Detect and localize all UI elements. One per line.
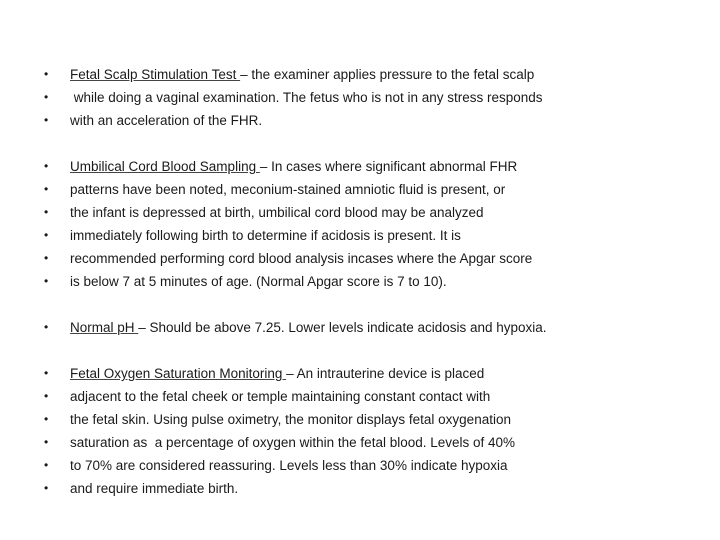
bullet-text bbox=[70, 454, 508, 477]
bullet-line bbox=[0, 155, 720, 178]
bullet-icon: • bbox=[44, 113, 49, 127]
bullet-icon: • bbox=[44, 182, 49, 196]
bullet-text bbox=[70, 385, 490, 408]
blank-line bbox=[0, 293, 720, 316]
bullet-line bbox=[0, 362, 720, 385]
bullet-icon: • bbox=[44, 90, 49, 104]
bullet-line bbox=[0, 270, 720, 293]
bullet-line bbox=[0, 247, 720, 270]
bullet-line bbox=[0, 431, 720, 454]
bullet-text bbox=[70, 86, 543, 109]
bullet-text bbox=[70, 270, 447, 293]
line-text: is below 7 at 5 minutes of age. (Normal Apgar score is 7 to 10). bbox=[70, 274, 447, 289]
bullet-icon: • bbox=[44, 67, 49, 81]
bullet-icon: • bbox=[44, 251, 49, 265]
section-heading: Fetal Scalp Stimulation Test bbox=[70, 67, 241, 82]
bullet-line bbox=[0, 385, 720, 408]
slide-body bbox=[0, 63, 720, 500]
bullet-line bbox=[0, 477, 720, 500]
bullet-text bbox=[70, 477, 238, 500]
bullet-text bbox=[70, 178, 505, 201]
bullet-line bbox=[0, 86, 720, 109]
bullet-icon: • bbox=[44, 205, 49, 219]
line-text: the fetal skin. Using pulse oximetry, the monitor displays fetal oxygenation bbox=[70, 412, 511, 427]
bullet-text bbox=[70, 431, 515, 454]
bullet-line bbox=[0, 178, 720, 201]
blank-line bbox=[0, 132, 720, 155]
bullet-icon: • bbox=[44, 435, 49, 449]
bullet-text bbox=[70, 247, 532, 270]
bullet-line bbox=[0, 109, 720, 132]
line-text: saturation as a percentage of oxygen within the fetal blood. Levels of 40% bbox=[70, 435, 516, 450]
bullet-text bbox=[70, 408, 511, 431]
line-text: adjacent to the fetal cheek or temple maintaining constant contact with bbox=[70, 389, 491, 404]
line-text: while doing a vaginal examination. The fetus who is not in any stress responds bbox=[70, 90, 543, 105]
bullet-text bbox=[70, 155, 517, 178]
bullet-line bbox=[0, 201, 720, 224]
section-heading: Umbilical Cord Blood Sampling bbox=[70, 159, 260, 174]
line-text: to 70% are considered reassuring. Levels less than 30% indicate hypoxia bbox=[70, 458, 508, 473]
bullet-icon: • bbox=[44, 412, 49, 426]
bullet-icon: • bbox=[44, 458, 49, 472]
line-text: patterns have been noted, meconium-stained amniotic fluid is present, or bbox=[70, 182, 506, 197]
line-text: the infant is depressed at birth, umbilical cord blood may be analyzed bbox=[70, 205, 484, 220]
section-heading: Fetal Oxygen Saturation Monitoring bbox=[70, 366, 287, 381]
bullet-icon: • bbox=[44, 274, 49, 288]
bullet-icon: • bbox=[44, 320, 49, 334]
line-text: and require immediate birth. bbox=[70, 481, 239, 496]
bullet-line bbox=[0, 454, 720, 477]
bullet-line bbox=[0, 316, 720, 339]
bullet-text bbox=[70, 224, 461, 247]
bullet-line bbox=[0, 224, 720, 247]
section-heading: Normal pH bbox=[70, 320, 139, 335]
bullet-text bbox=[70, 316, 547, 339]
blank-line bbox=[0, 339, 720, 362]
bullet-icon: • bbox=[44, 481, 49, 495]
line-text: – In cases where significant abnormal FHR bbox=[259, 159, 518, 174]
bullet-text bbox=[70, 63, 534, 86]
bullet-icon: • bbox=[44, 389, 49, 403]
line-text: with an acceleration of the FHR. bbox=[70, 113, 263, 128]
bullet-icon: • bbox=[44, 159, 49, 173]
bullet-text bbox=[70, 109, 262, 132]
bullet-text bbox=[70, 362, 484, 385]
line-text: – the examiner applies pressure to the fetal scalp bbox=[240, 67, 535, 82]
line-text: recommended performing cord blood analysis incases where the Apgar score bbox=[70, 251, 533, 266]
bullet-text bbox=[70, 201, 483, 224]
bullet-line bbox=[0, 63, 720, 86]
line-text: – Should be above 7.25. Lower levels indicate acidosis and hypoxia. bbox=[138, 320, 547, 335]
bullet-line bbox=[0, 408, 720, 431]
bullet-icon: • bbox=[44, 228, 49, 242]
line-text: immediately following birth to determine if acidosis is present. It is bbox=[70, 228, 461, 243]
line-text: – An intrauterine device is placed bbox=[286, 366, 485, 381]
bullet-icon: • bbox=[44, 366, 49, 380]
